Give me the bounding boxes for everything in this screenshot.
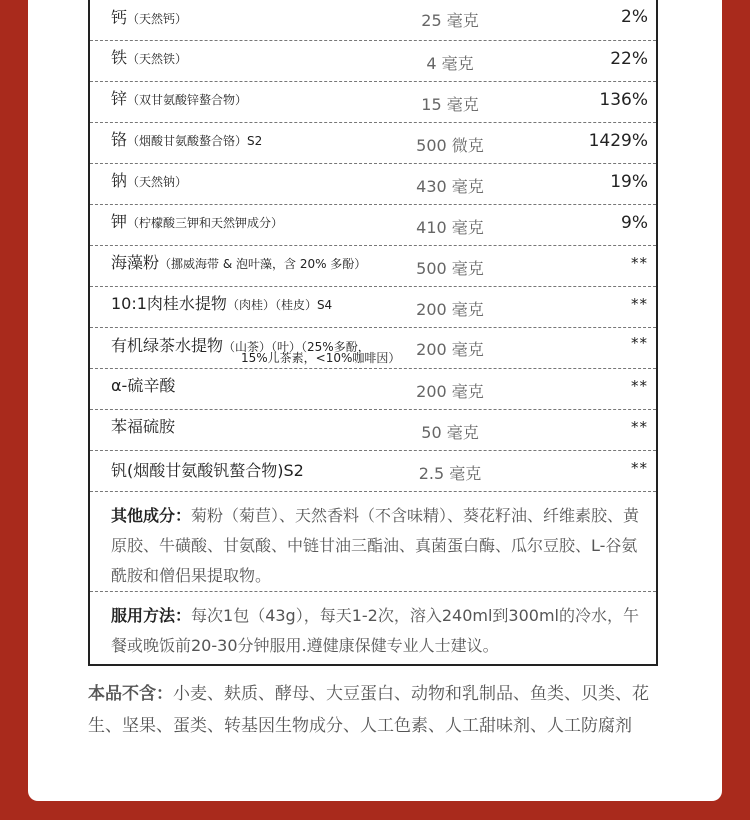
table-row — [90, 0, 656, 41]
nutrient-source-note: （天然铁） — [127, 52, 188, 66]
daily-value: ** — [631, 295, 648, 313]
daily-value: ** — [631, 254, 648, 272]
content-card — [28, 0, 722, 801]
nutrient-name-text: 10:1肉桂水提物 — [111, 294, 227, 313]
nutrient-amount: 4 毫克 — [426, 54, 474, 73]
daily-value: 1429% — [588, 131, 648, 151]
nutrient-amount: 200 毫克 — [416, 340, 484, 359]
free-from-statement — [88, 678, 668, 742]
nutrient-source-note: （挪威海带 & 泡叶藻，含 20% 多酚） — [159, 257, 367, 271]
nutrient-source-note: （肉桂）（桂皮）S4 — [226, 298, 333, 312]
nutrient-name — [111, 5, 187, 28]
table-row — [90, 41, 656, 82]
table-row — [90, 369, 656, 410]
daily-value: ** — [631, 418, 648, 436]
nutrient-name — [111, 414, 175, 437]
usage-label: 服用方法： — [111, 606, 192, 625]
daily-value: 2% — [621, 7, 648, 27]
nutrient-source-note: （双甘氨酸锌螯合物） — [127, 93, 248, 107]
free-from-label: 本品不含： — [88, 684, 173, 704]
nutrient-name — [111, 168, 187, 191]
nutrient-name-text: 钙 — [111, 8, 128, 27]
nutrient-amount: 15 毫克 — [421, 95, 479, 114]
usage-directions — [90, 592, 656, 661]
daily-value: ** — [631, 459, 648, 477]
nutrient-source-note: （山茶）（叶）（25%多酚， — [223, 340, 370, 354]
daily-value: 22% — [610, 49, 648, 69]
other-ingredients-label: 其他成分： — [111, 506, 192, 525]
free-from-text: 小麦、麸质、酵母、大豆蛋白、动物和乳制品、鱼类、贝类、花生、坚果、蛋类、转基因生物成分、人工色素、人工甜味剂、人工防腐剂 — [88, 684, 649, 736]
table-row — [90, 82, 656, 123]
nutrient-source-note: （烟酸甘氨酸螯合铬）S2 — [127, 134, 263, 148]
nutrient-amount: 2.5 毫克 — [418, 464, 482, 483]
nutrient-amount: 410 毫克 — [416, 218, 484, 237]
nutrient-amount: 50 毫克 — [421, 423, 479, 442]
nutrient-name — [111, 373, 175, 396]
table-row — [90, 164, 656, 205]
nutrient-name-text: 海藻粉 — [111, 253, 160, 272]
nutrient-name — [111, 458, 304, 481]
table-row — [90, 287, 656, 328]
nutrient-amount: 200 毫克 — [416, 382, 484, 401]
daily-value: ** — [631, 377, 648, 395]
table-row — [90, 205, 656, 246]
nutrient-amount: 200 毫克 — [416, 300, 484, 319]
nutrient-name — [111, 291, 332, 314]
daily-value: 19% — [610, 172, 648, 192]
table-row — [90, 410, 656, 451]
daily-value: ** — [631, 334, 648, 352]
usage-text: 每次1包（43g），每天1-2次，溶入240ml到300ml的冷水，午餐或晚饭前20-30分钟服用.遵健康保健专业人士建议。 — [111, 606, 639, 655]
nutrient-source-note: （天然钙） — [127, 12, 188, 26]
nutrient-name — [111, 250, 366, 273]
table-row — [90, 246, 656, 287]
daily-value: 9% — [621, 213, 648, 233]
supplement-facts-panel — [88, 0, 658, 666]
nutrient-name-text: 钾 — [111, 212, 128, 231]
nutrient-source-note-line2: 15%儿茶素，<10%咖啡因） — [241, 351, 401, 365]
nutrient-name — [111, 209, 283, 232]
nutrient-name — [111, 86, 247, 109]
table-row — [90, 451, 656, 492]
nutrient-source-note: （天然钠） — [127, 175, 188, 189]
nutrient-source-note: （柠檬酸三钾和天然钾成分） — [127, 216, 284, 230]
other-ingredients — [90, 492, 656, 592]
nutrient-name — [111, 127, 262, 150]
nutrient-name — [111, 45, 187, 68]
nutrient-name-text: 锌 — [111, 89, 128, 108]
nutrient-amount: 500 毫克 — [416, 259, 484, 278]
table-row — [90, 328, 656, 369]
nutrient-amount: 500 微克 — [416, 136, 484, 155]
nutrient-name-text: 有机绿茶水提物 — [111, 336, 224, 355]
nutrient-name-text: 钠 — [111, 171, 128, 190]
table-row — [90, 123, 656, 164]
nutrient-name-text: 苯福硫胺 — [111, 417, 176, 436]
nutrient-amount: 25 毫克 — [421, 11, 479, 30]
nutrient-name-text: 铁 — [111, 48, 128, 67]
daily-value: 136% — [599, 90, 648, 110]
nutrient-name-text: 钒(烟酸甘氨酸钒螯合物)S2 — [111, 461, 304, 480]
other-ingredients-text: 菊粉（菊苣）、天然香料（不含味精）、葵花籽油、纤维素胶、黄原胶、牛磺酸、甘氨酸、中链甘油三酯油、真菌蛋白酶、瓜尔豆胶、L-谷氨酰胺和僧侣果提取物。 — [111, 506, 640, 585]
nutrient-name-text: 铬 — [111, 130, 128, 149]
nutrient-table — [90, 0, 656, 492]
nutrient-name-text: α-硫辛酸 — [111, 376, 176, 395]
nutrient-amount: 430 毫克 — [416, 177, 484, 196]
